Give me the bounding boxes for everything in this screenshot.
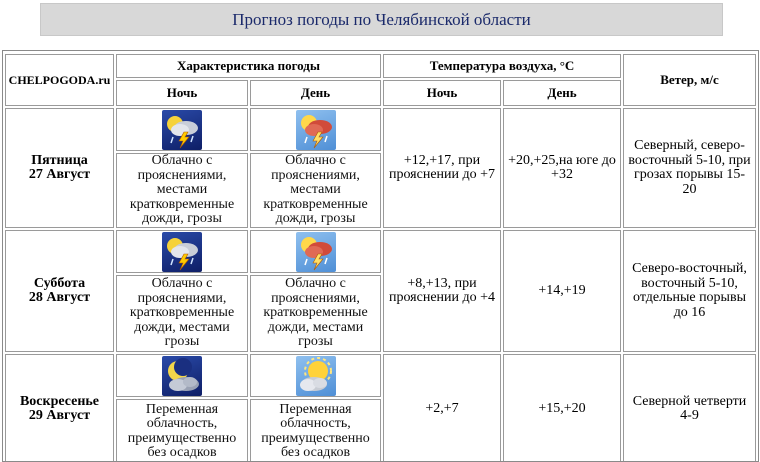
night-description: Облачно с прояснениями, кратковременные дожди, местами грозы <box>116 275 248 352</box>
date-label: 29 Август <box>28 408 91 423</box>
night-icon-cell <box>116 230 248 273</box>
header-day: День <box>250 80 381 106</box>
temp-day-value: +15,+20 <box>503 354 621 462</box>
header-temp-night: Ночь <box>383 80 501 106</box>
day-cell <box>5 108 114 228</box>
night-description: Облачно с прояснениями, местами кратковременные дожди, грозы <box>116 153 248 228</box>
weekday-label: Суббота <box>33 275 86 291</box>
date-label: 27 Август <box>28 167 91 182</box>
day-icon-cell <box>250 108 381 151</box>
day-cell <box>5 354 114 462</box>
temp-day-value: +14,+19 <box>503 230 621 352</box>
night-moon-cloud-icon <box>162 356 202 396</box>
header-weather-group: Характеристика погоды <box>116 54 381 78</box>
weekday-label: Воскресенье <box>19 393 100 409</box>
night-cloud-lightning-rain-icon <box>162 232 202 272</box>
forecast-table <box>2 50 759 462</box>
wind-value: Северной четверти 4-9 <box>623 354 756 462</box>
brand-label: CHELPOGODA.ru <box>5 54 114 106</box>
temp-day-value: +20,+25,на юге до +32 <box>503 108 621 228</box>
day-icon-cell <box>250 230 381 273</box>
night-icon-cell <box>116 354 248 397</box>
temp-night-value: +8,+13, при прояснении до +4 <box>383 230 501 352</box>
day-description: Переменная облачность, преимущественно без осадков <box>250 399 381 462</box>
day-description: Облачно с прояснениями, местами кратковременные дожди, грозы <box>250 153 381 228</box>
night-cloud-lightning-rain-icon <box>162 110 202 150</box>
header-temp-day: День <box>503 80 621 106</box>
day-icon-cell <box>250 354 381 397</box>
night-icon-cell <box>116 108 248 151</box>
day-sun-cloud-icon <box>296 356 336 396</box>
temp-night-value: +2,+7 <box>383 354 501 462</box>
temp-night-value: +12,+17, при прояснении до +7 <box>383 108 501 228</box>
date-label: 28 Август <box>28 290 91 305</box>
page-title: Прогноз погоды по Челябинской области <box>40 3 723 36</box>
header-temp-group: Температура воздуха, °С <box>383 54 621 78</box>
header-wind: Ветер, м/с <box>623 54 756 106</box>
day-description: Облачно с прояснениями, кратковременные дожди, местами грозы <box>250 275 381 352</box>
night-description: Переменная облачность, преимущественно без осадков <box>116 399 248 462</box>
day-cell <box>5 230 114 352</box>
wind-value: Северо-восточный, восточный 5-10, отдельные порывы до 16 <box>623 230 756 352</box>
weekday-label: Пятница <box>31 152 88 168</box>
wind-value: Северный, северо-восточный 5-10, при грозах порывы 15-20 <box>623 108 756 228</box>
day-cloud-lightning-rain-icon <box>296 232 336 272</box>
header-night: Ночь <box>116 80 248 106</box>
day-cloud-lightning-rain-icon <box>296 110 336 150</box>
